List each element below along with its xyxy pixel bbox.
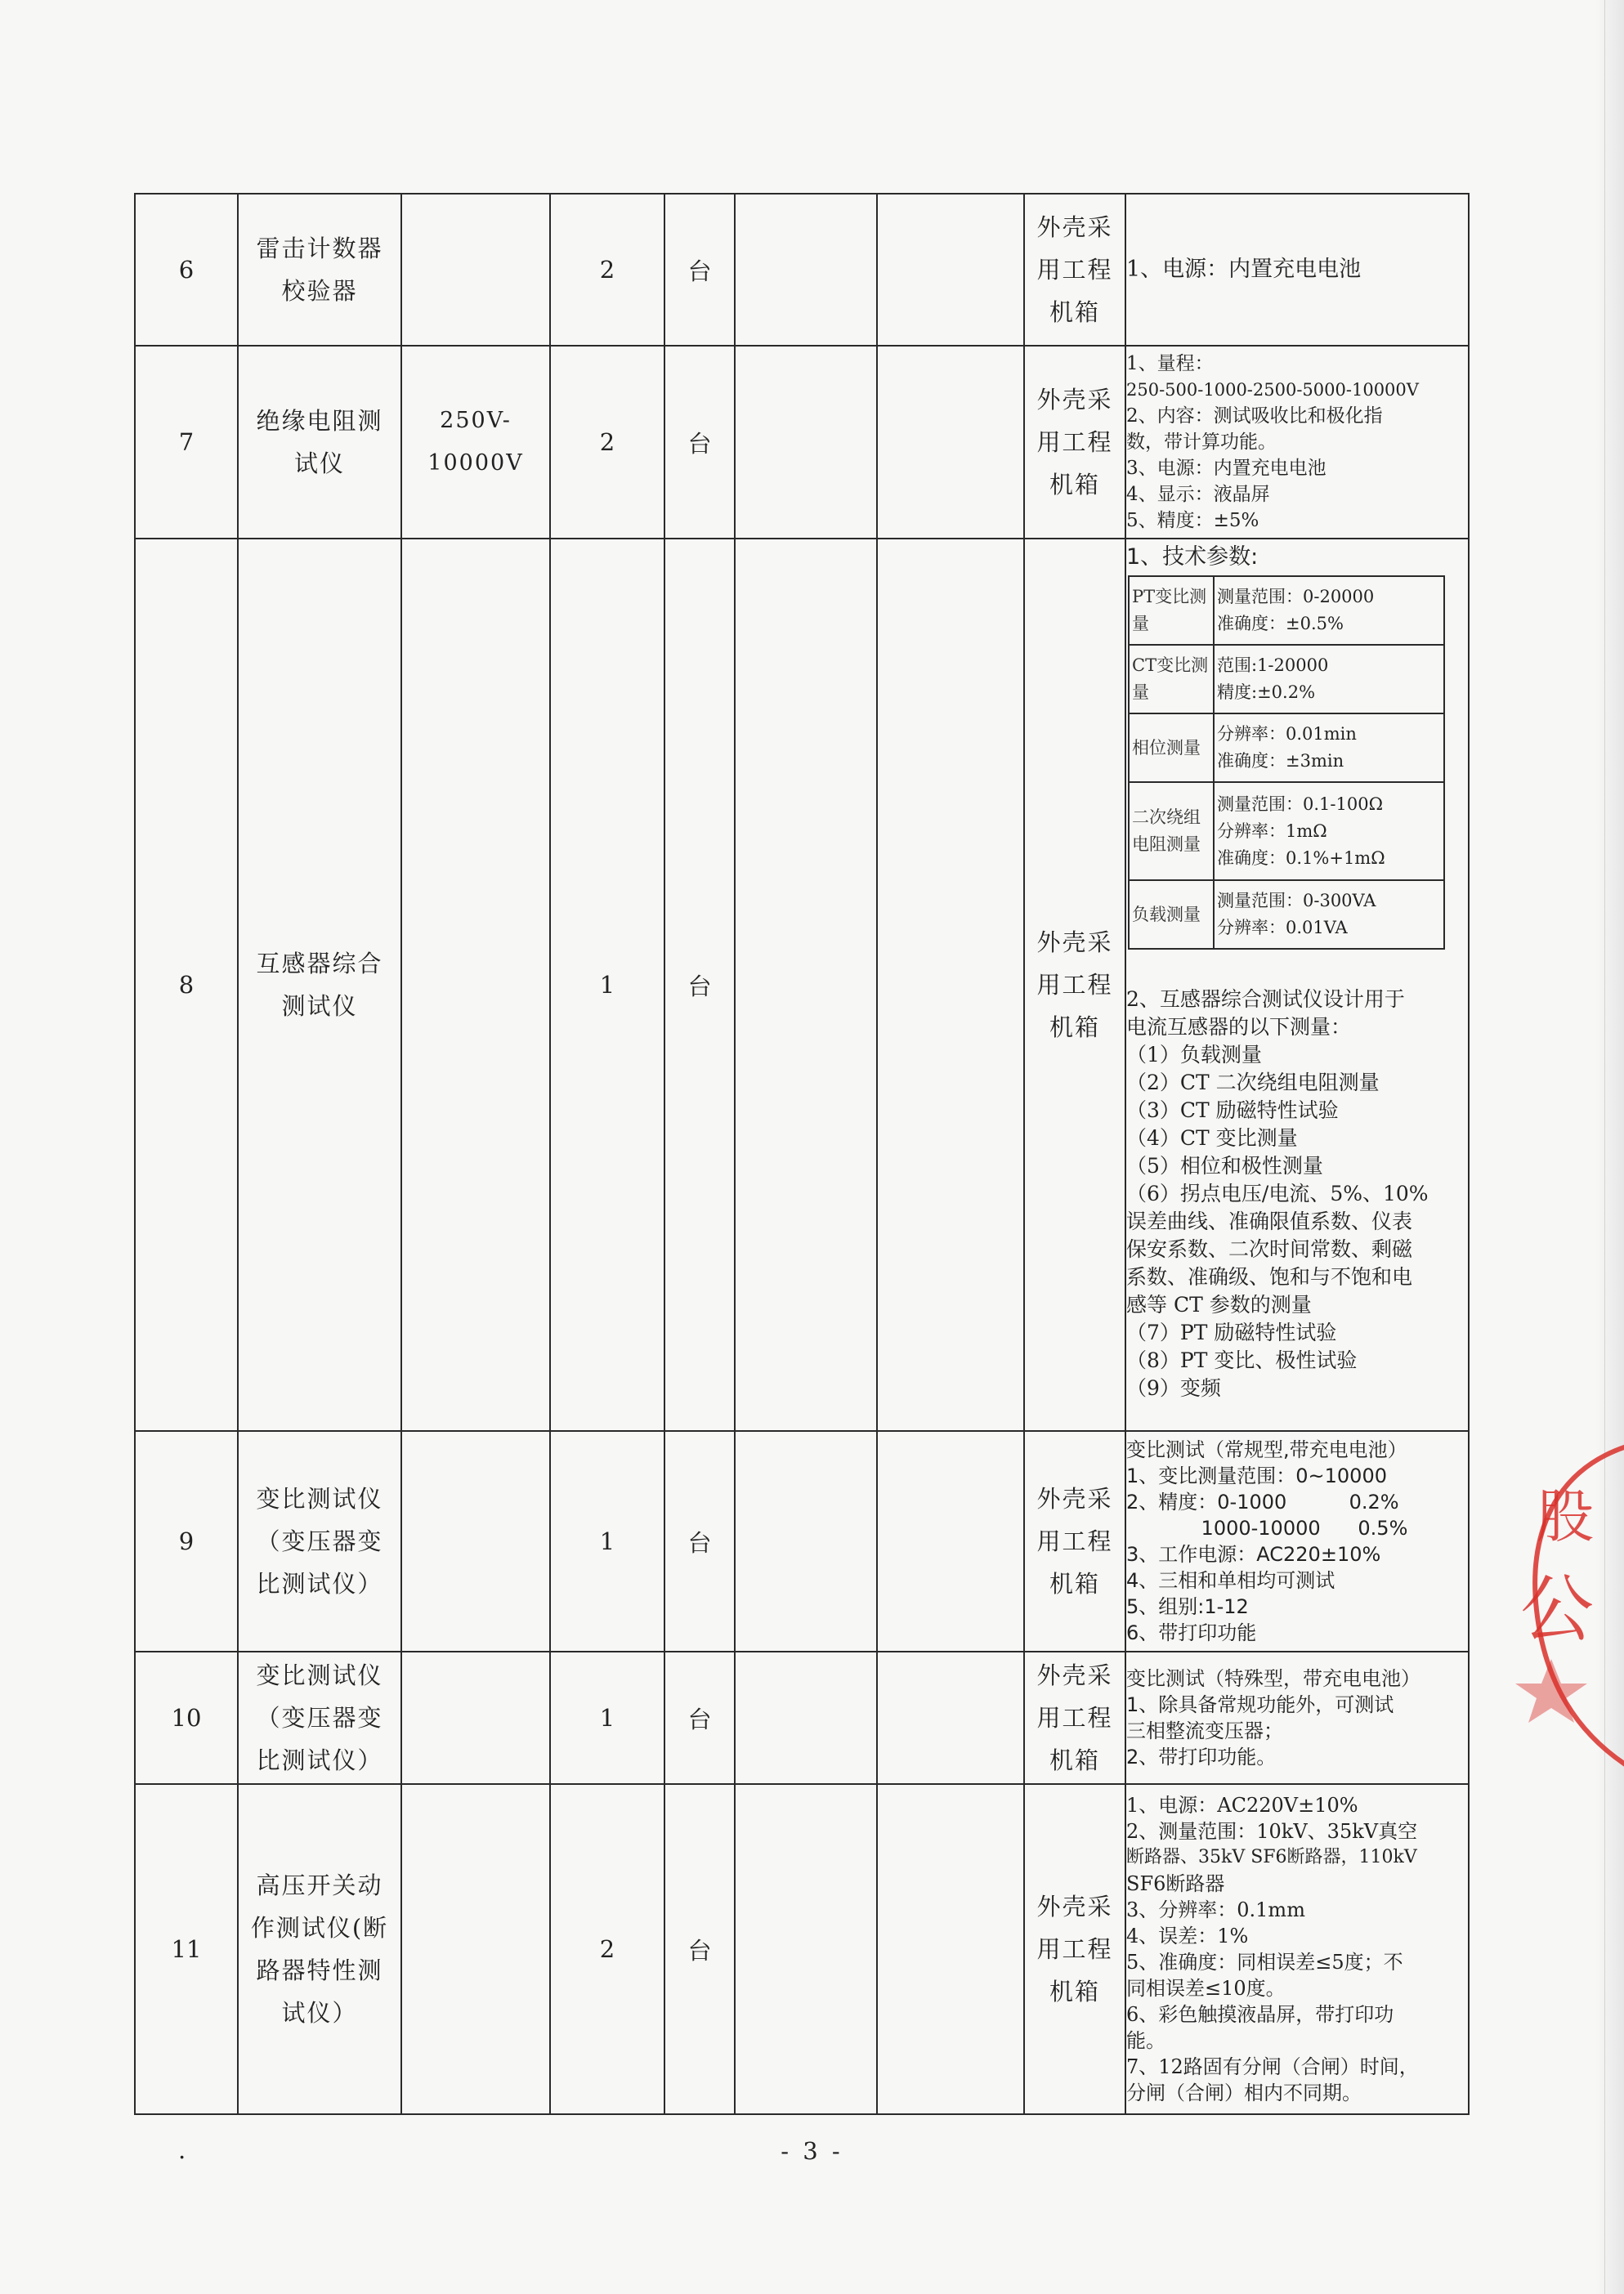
item-quantity: 2 — [550, 194, 664, 346]
page-number: - 3 - — [781, 2137, 843, 2165]
table-row — [135, 539, 1469, 1431]
item-quantity: 2 — [550, 1784, 664, 2114]
item-quantity: 1 — [550, 1431, 664, 1652]
scan-page-edge — [1596, 0, 1624, 2294]
param-name: CT变比测量 — [1129, 645, 1214, 713]
param-row — [1129, 782, 1444, 880]
left-mark: . — [178, 2136, 186, 2164]
tech-params-heading: 1、技术参数: — [1126, 544, 1259, 570]
empty-cell — [877, 1431, 1024, 1652]
item-case: 外壳采 用工程 机箱 — [1024, 194, 1125, 346]
param-name: 负载测量 — [1129, 880, 1214, 949]
item-unit: 台 — [664, 539, 735, 1431]
param-name: PT变比测量 — [1129, 576, 1214, 645]
param-name: 二次绕组电阻测量 — [1129, 782, 1214, 880]
item-name: 雷击计数器 校验器 — [238, 194, 401, 346]
item-unit: 台 — [664, 346, 735, 539]
item-model — [401, 1652, 550, 1784]
empty-cell — [735, 1431, 877, 1652]
item-case: 外壳采 用工程 机箱 — [1024, 539, 1125, 1431]
item-spec: 1、电源：AC220V±10% 2、测量范围：10kV、35kV真空 断路器、35kV SF6断路器，110kV SF6断路器 3、分辨率：0.1mm 4、误差：1% 5、准确度：同相误差≤5度；不 同相误差≤10度。 6、彩色触摸液晶屏，带打印功 能。 7、12路固有分闸（合闸）时间， 分闸（合闸）相内不同期。 — [1125, 1784, 1469, 2114]
param-values: 测量范围：0.1-100Ω 分辨率：1mΩ 准确度：0.1%+1mΩ — [1214, 782, 1444, 880]
empty-cell — [735, 346, 877, 539]
table-row — [135, 1431, 1469, 1652]
param-row — [1129, 713, 1444, 782]
item-case: 外壳采 用工程 机箱 — [1024, 1431, 1125, 1652]
empty-cell — [877, 539, 1024, 1431]
item-number: 8 — [135, 539, 238, 1431]
item-number: 6 — [135, 194, 238, 346]
table-row — [135, 1652, 1469, 1784]
empty-cell — [735, 539, 877, 1431]
item-name: 互感器综合 测试仪 — [238, 539, 401, 1431]
item-unit: 台 — [664, 194, 735, 346]
empty-cell — [735, 1652, 877, 1784]
empty-cell — [877, 1652, 1024, 1784]
item-quantity: 1 — [550, 1652, 664, 1784]
item-model — [401, 539, 550, 1431]
item-unit: 台 — [664, 1652, 735, 1784]
item-number: 9 — [135, 1431, 238, 1652]
item-spec: 1、技术参数: PT变比测量 测量范围：0-20000 准确度：±0.5% CT变比测量 范围:1-20000 精度:±0.2% 相位测量 分辨率：0.01min 准确度：±3min 二次绕组电阻测量 测量范围：0.1-100Ω 分辨率：1mΩ 准确度：0.1%+1mΩ 负载测量 测量范围：0-300VA 分辨率：0.01VA 2、互感器综合测试仪设计用于 电流互感器的以下测量： （1）负载测量 （2）CT 二次绕组电阻测量 （3）CT 励磁特性试验 （4）CT 变比测量 （5）相位和极性测量 （6）拐点电压/电流、5%、10% 误差曲线、准确限值系数、仪表 保安系数、二次时间常数、剩磁 系数、准确级、饱和与不饱和电 感等 CT 参数的测量 （7）PT 励磁特性试验 （8）PT 变比、极性试验 （9）变频 — [1125, 539, 1469, 1431]
item-name: 高压开关动 作测试仪(断 路器特性测 试仪） — [238, 1784, 401, 2114]
table-row — [135, 346, 1469, 539]
tech-params-table — [1128, 575, 1445, 950]
item-spec: 变比测试（特殊型，带充电电池） 1、除具备常规功能外，可测试 三相整流变压器； 2、带打印功能。 — [1125, 1652, 1469, 1784]
item-quantity: 2 — [550, 346, 664, 539]
item-quantity: 1 — [550, 539, 664, 1431]
item-model: 250V-10000V — [401, 346, 550, 539]
empty-cell — [735, 194, 877, 346]
empty-cell — [877, 1784, 1024, 2114]
svg-text:公: 公 — [1520, 1567, 1594, 1652]
item-number: 10 — [135, 1652, 238, 1784]
param-values: 测量范围：0-20000 准确度：±0.5% — [1214, 576, 1444, 645]
item-spec: 1、电源：内置充电电池 — [1125, 194, 1469, 346]
empty-cell — [877, 194, 1024, 346]
item-unit: 台 — [664, 1784, 735, 2114]
empty-cell — [877, 346, 1024, 539]
item-case: 外壳采 用工程 机箱 — [1024, 346, 1125, 539]
item-number: 7 — [135, 346, 238, 539]
item-name: 变比测试仪 （变压器变 比测试仪） — [238, 1652, 401, 1784]
equipment-spec-table — [134, 193, 1470, 2115]
table-row — [135, 194, 1469, 346]
param-row — [1129, 880, 1444, 949]
item-case: 外壳采 用工程 机箱 — [1024, 1784, 1125, 2114]
item-model — [401, 1784, 550, 2114]
item-case: 外壳采 用工程 机箱 — [1024, 1652, 1125, 1784]
item-model — [401, 194, 550, 346]
item-spec: 变比测试（常规型,带充电电池） 1、变比测量范围：0~10000 2、精度：0-1000 0.2% 1000-10000 0.5% 3、工作电源：AC220±10% 4、三相和单相均可测试 5、组别:1-12 6、带打印功能 — [1125, 1431, 1469, 1652]
empty-cell — [735, 1784, 877, 2114]
item-name: 绝缘电阻测 试仪 — [238, 346, 401, 539]
param-values: 分辨率：0.01min 准确度：±3min — [1214, 713, 1444, 782]
table-row — [135, 1784, 1469, 2114]
item-name: 变比测试仪 （变压器变 比测试仪） — [238, 1431, 401, 1652]
item-model — [401, 1431, 550, 1652]
svg-text:股: 股 — [1537, 1483, 1594, 1550]
item-unit: 台 — [664, 1431, 735, 1652]
param-values: 测量范围：0-300VA 分辨率：0.01VA — [1214, 880, 1444, 949]
param-name: 相位测量 — [1129, 713, 1214, 782]
item-spec: 1、量程： 250-500-1000-2500-5000-10000V 2、内容：测试吸收比和极化指 数，带计算功能。 3、电源：内置充电电池 4、显示：液晶屏 5、精度：±5% — [1125, 346, 1469, 539]
param-values: 范围:1-20000 精度:±0.2% — [1214, 645, 1444, 713]
param-row — [1129, 645, 1444, 713]
item-number: 11 — [135, 1784, 238, 2114]
param-row — [1129, 576, 1444, 645]
